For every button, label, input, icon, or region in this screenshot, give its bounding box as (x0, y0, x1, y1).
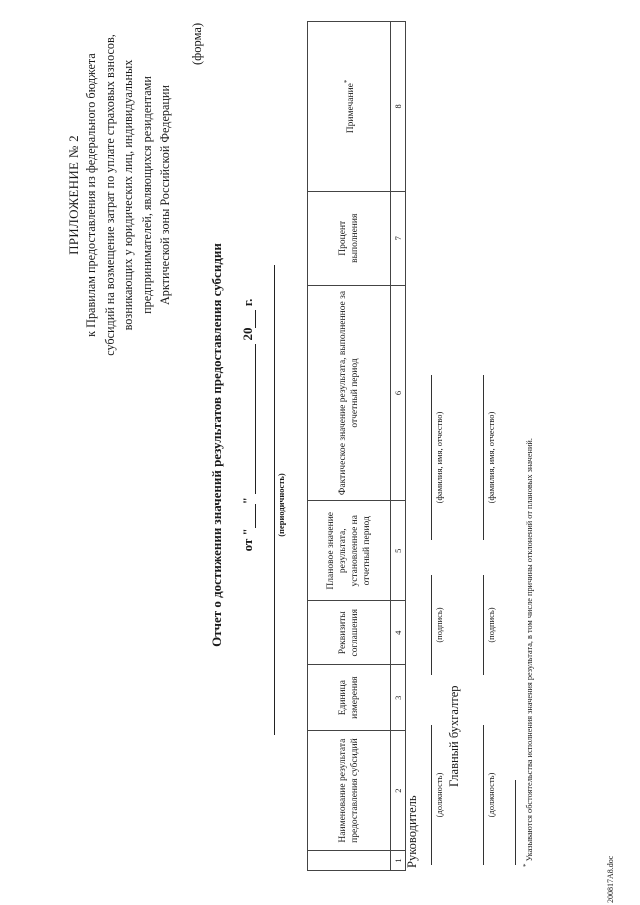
header-cell-agreement: Реквизиты соглашения (308, 601, 391, 665)
header-cell-percent: Процент выполнения (308, 191, 391, 285)
table-number-row (391, 22, 406, 871)
chief-accountant-role: Главный бухгалтер (447, 685, 461, 787)
header-cell-unit: Единица измерения (308, 665, 391, 731)
header-cell-index (308, 851, 391, 871)
footnote-mark: * (522, 863, 530, 867)
footnote-separator (515, 780, 516, 865)
accountant-name-line (483, 375, 484, 540)
table-header-row (308, 22, 391, 871)
column-number: 1 (391, 851, 406, 871)
year-suffix: г. (240, 298, 255, 307)
accountant-signature-caption: (подпись) (486, 607, 496, 643)
accountant-position-line (483, 725, 484, 865)
appendix-line: субсидий на возмещение затрат по уплате страховых взносов, (102, 34, 117, 356)
column-number: 5 (391, 501, 406, 601)
column-number: 6 (391, 285, 406, 501)
periodicity-caption: (периодичность) (276, 473, 286, 537)
header-cell-note (308, 22, 391, 192)
periodicity-line (274, 265, 275, 735)
accountant-position-caption: (должность) (486, 772, 496, 818)
head-position-caption: (должность) (434, 772, 444, 818)
form-mark: (форма) (190, 22, 204, 65)
column-number: 2 (391, 731, 406, 851)
note-label: Примечание (346, 83, 357, 134)
appendix-line: предпринимателей, являющихся резидентами (139, 76, 154, 314)
appendix-description (82, 15, 175, 375)
accountant-name-caption: (фамилия, имя, отчество) (486, 411, 496, 504)
date-from-label: от " (240, 528, 255, 552)
appendix-line: Арктической зоны Российской Федерации (158, 85, 172, 305)
header-cell-name: Наименование результата предоставления субсидий (308, 731, 391, 851)
header-cell-actual: Фактическое значение результата, выполненное за отчетный период (308, 285, 391, 501)
results-table (307, 21, 406, 871)
document-code: 200817A8.doc (606, 855, 615, 903)
appendix-line: к Правилам предоставления из федерального бюджета (84, 53, 98, 337)
appendix-line: возникающих у юридических лиц, индивидуальных (121, 59, 135, 331)
day-blank (243, 504, 256, 528)
column-number: 8 (391, 22, 406, 192)
head-position-line (431, 725, 432, 865)
footnote (522, 438, 534, 867)
head-signature-line (431, 575, 432, 675)
report-title: Отчет о достижении значений результатов предоставления субсидии (209, 243, 224, 647)
head-name-line (431, 375, 432, 540)
report-date-line (240, 245, 256, 605)
header-cell-planned: Плановое значение результата, установленное на отчетный период (308, 501, 391, 601)
year-blank (243, 310, 256, 328)
appendix-title: ПРИЛОЖЕНИЕ № 2 (66, 135, 81, 255)
head-role: Руководитель (405, 795, 419, 868)
column-number: 3 (391, 665, 406, 731)
head-name-caption: (фамилия, имя, отчество) (434, 411, 444, 504)
note-footnote-mark: * (342, 79, 351, 84)
year-prefix: 20 (240, 327, 255, 341)
column-number: 7 (391, 191, 406, 285)
footnote-text: Указываются обстоятельства исполнения значения результата, в том числе причины отклонений от плановых значений. (524, 438, 534, 862)
head-signature-caption: (подпись) (434, 607, 444, 643)
accountant-signature-line (483, 575, 484, 675)
date-quote: " (240, 497, 255, 505)
month-blank (243, 344, 256, 494)
column-number: 4 (391, 601, 406, 665)
